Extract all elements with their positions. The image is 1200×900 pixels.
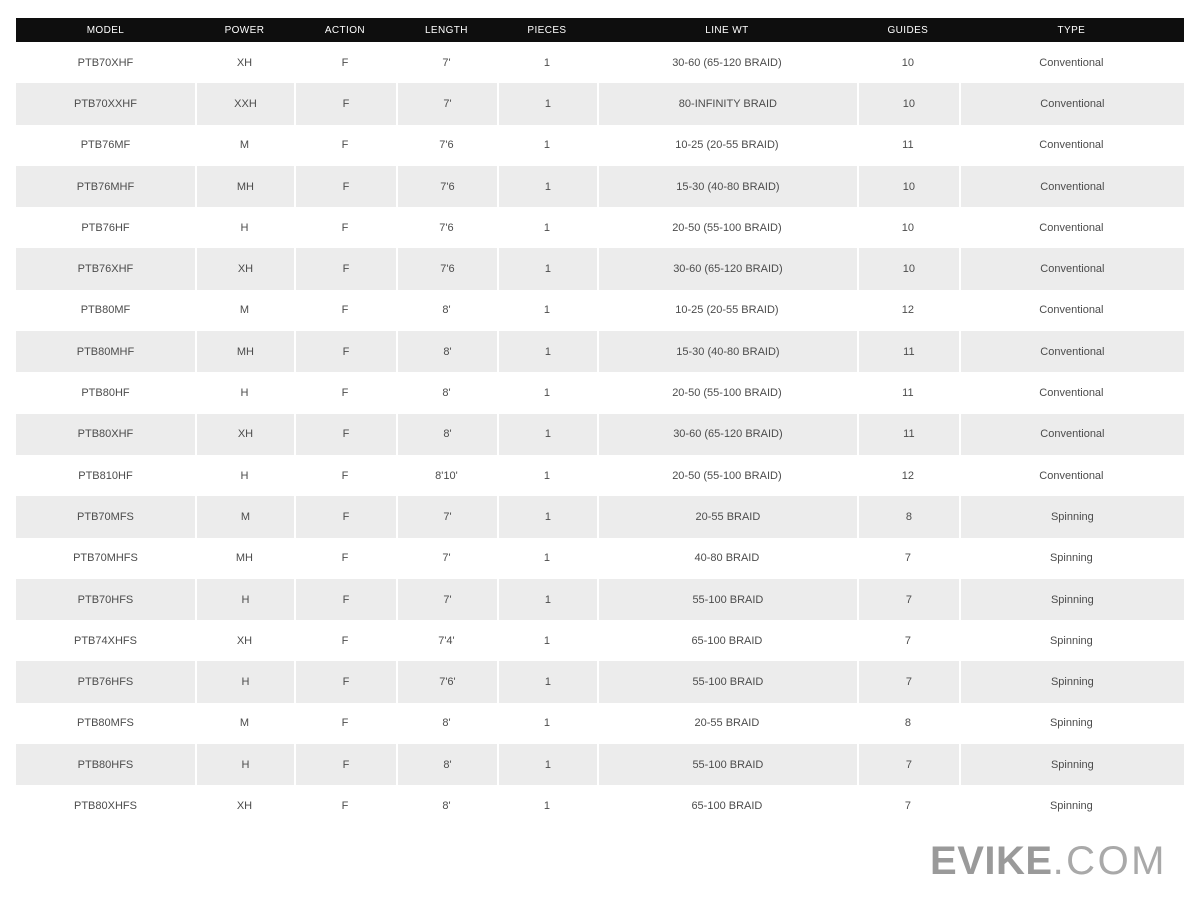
cell-power: XH — [195, 414, 294, 455]
cell-model: PTB70MHFS — [73, 552, 138, 565]
cell-guides: 7 — [857, 661, 959, 702]
table-row — [16, 744, 1184, 785]
cell-guides: 11 — [857, 414, 959, 455]
cell-action: F — [294, 661, 396, 702]
cell-length: 8'10' — [435, 469, 458, 482]
cell-action: F — [294, 579, 396, 620]
cell-model: PTB70XHF — [77, 56, 134, 69]
table-row — [16, 703, 1184, 744]
table-row — [16, 620, 1184, 661]
cell-model: PTB80XHF — [16, 414, 195, 455]
cell-guides: 11 — [902, 387, 914, 400]
table-body — [16, 42, 1184, 827]
cell-guides: 10 — [857, 83, 959, 124]
cell-power: H — [240, 387, 249, 400]
cell-pieces: 1 — [543, 304, 550, 317]
cell-type: Conventional — [959, 83, 1184, 124]
cell-line_wt: 20-50 (55-100 BRAID) — [672, 387, 782, 400]
table-row — [16, 125, 1184, 166]
cell-guides: 10 — [857, 248, 959, 289]
cell-guides: 7 — [904, 799, 911, 812]
cell-length: 8' — [442, 387, 451, 400]
cell-model: PTB76HF — [81, 221, 130, 234]
cell-guides: 12 — [901, 304, 914, 317]
cell-length: 7'6' — [396, 661, 497, 702]
cell-type: Conventional — [1039, 387, 1104, 400]
cell-action: F — [341, 799, 349, 812]
cell-type: Spinning — [959, 579, 1184, 620]
cell-length: 8' — [442, 799, 451, 812]
cell-line_wt: 20-55 BRAID — [597, 496, 857, 537]
cell-guides: 12 — [901, 469, 914, 482]
cell-line_wt: 30-60 (65-120 BRAID) — [597, 414, 857, 455]
cell-model: PTB70MFS — [16, 496, 195, 537]
table-row — [16, 290, 1184, 331]
table-row — [16, 166, 1184, 207]
cell-length: 7' — [442, 56, 451, 69]
cell-length: 7' — [396, 496, 497, 537]
cell-pieces: 1 — [497, 83, 597, 124]
evike-logo — [930, 841, 1167, 881]
table-row — [16, 661, 1184, 702]
cell-type: Conventional — [1039, 221, 1104, 234]
cell-model: PTB810HF — [78, 469, 133, 482]
table-row — [16, 579, 1184, 620]
cell-power: M — [195, 496, 294, 537]
cell-line_wt: 20-50 (55-100 BRAID) — [672, 469, 782, 482]
cell-power: XH — [236, 56, 253, 69]
cell-model: PTB80MF — [80, 304, 131, 317]
cell-power: M — [239, 139, 250, 152]
table-row — [16, 42, 1184, 83]
cell-action: F — [341, 304, 349, 317]
cell-pieces: 1 — [543, 634, 550, 647]
cell-pieces: 1 — [543, 552, 550, 565]
cell-model: PTB74XHFS — [73, 634, 137, 647]
cell-line_wt: 30-60 (65-120 BRAID) — [672, 56, 782, 69]
cell-model: PTB70XXHF — [16, 83, 195, 124]
cell-action: F — [294, 414, 396, 455]
cell-power: XH — [236, 799, 253, 812]
cell-pieces: 1 — [497, 331, 597, 372]
cell-pieces: 1 — [543, 221, 550, 234]
cell-pieces: 1 — [497, 661, 597, 702]
cell-line_wt: 10-25 (20-55 BRAID) — [675, 139, 779, 152]
cell-power: H — [240, 469, 249, 482]
table-row — [16, 331, 1184, 372]
cell-action: F — [341, 634, 349, 647]
cell-power: MH — [195, 331, 294, 372]
cell-pieces: 1 — [543, 139, 550, 152]
cell-type: Conventional — [1039, 469, 1104, 482]
cell-power: H — [240, 221, 249, 234]
cell-length: 7'6 — [439, 139, 454, 152]
cell-pieces: 1 — [543, 717, 550, 730]
cell-action: F — [341, 717, 349, 730]
cell-guides: 8 — [904, 717, 911, 730]
cell-guides: 10 — [901, 221, 914, 234]
cell-length: 7'6 — [396, 166, 497, 207]
cell-power: XH — [236, 634, 253, 647]
cell-power: H — [195, 579, 294, 620]
cell-model: PTB76MHF — [16, 166, 195, 207]
cell-type: Conventional — [1039, 56, 1104, 69]
cell-type: Conventional — [959, 166, 1184, 207]
cell-action: F — [294, 744, 396, 785]
table-row — [16, 785, 1184, 826]
cell-action: F — [294, 496, 396, 537]
cell-guides: 7 — [857, 579, 959, 620]
cell-type: Spinning — [1049, 799, 1093, 812]
table-row — [16, 538, 1184, 579]
cell-line_wt: 15-30 (40-80 BRAID) — [597, 166, 857, 207]
cell-line_wt: 65-100 BRAID — [691, 799, 763, 812]
cell-pieces: 1 — [497, 166, 597, 207]
cell-model: PTB80MHF — [16, 331, 195, 372]
cell-guides: 11 — [857, 331, 959, 372]
cell-guides: 10 — [857, 166, 959, 207]
cell-length: 7'6 — [439, 221, 454, 234]
cell-action: F — [341, 221, 349, 234]
cell-pieces: 1 — [543, 469, 550, 482]
cell-guides: 7 — [904, 552, 911, 565]
cell-type: Conventional — [959, 414, 1184, 455]
table-row — [16, 414, 1184, 455]
cell-model: PTB80HF — [81, 387, 130, 400]
cell-power: H — [195, 744, 294, 785]
table-row — [16, 496, 1184, 537]
column-header-pieces: PIECES — [527, 24, 567, 36]
cell-model: PTB80XHFS — [73, 799, 137, 812]
cell-model: PTB76MF — [80, 139, 131, 152]
cell-length: 8' — [442, 304, 451, 317]
cell-action: F — [294, 166, 396, 207]
cell-type: Conventional — [959, 331, 1184, 372]
column-header-model: MODEL — [86, 24, 125, 36]
cell-action: F — [341, 139, 349, 152]
cell-pieces: 1 — [497, 579, 597, 620]
table-row — [16, 248, 1184, 289]
cell-model: PTB76HFS — [16, 661, 195, 702]
cell-length: 7' — [396, 83, 497, 124]
cell-action: F — [294, 248, 396, 289]
cell-length: 7'4' — [438, 634, 455, 647]
cell-line_wt: 55-100 BRAID — [597, 579, 857, 620]
cell-type: Spinning — [1049, 552, 1093, 565]
cell-pieces: 1 — [497, 414, 597, 455]
cell-line_wt: 55-100 BRAID — [597, 744, 857, 785]
cell-line_wt: 20-55 BRAID — [694, 717, 760, 730]
cell-model: PTB70HFS — [16, 579, 195, 620]
evike-logo-wordmark: EVIKE — [930, 839, 1053, 883]
table-header-row — [16, 18, 1184, 42]
cell-power: XH — [195, 248, 294, 289]
cell-guides: 10 — [901, 56, 914, 69]
column-header-guides: GUIDES — [887, 24, 929, 36]
cell-action: F — [341, 552, 349, 565]
cell-pieces: 1 — [543, 799, 550, 812]
cell-type: Spinning — [959, 661, 1184, 702]
cell-type: Conventional — [1039, 139, 1104, 152]
cell-line_wt: 30-60 (65-120 BRAID) — [597, 248, 857, 289]
cell-pieces: 1 — [497, 744, 597, 785]
cell-length: 7' — [442, 552, 451, 565]
cell-action: F — [294, 83, 396, 124]
cell-power: M — [239, 717, 250, 730]
cell-guides: 11 — [902, 139, 914, 152]
table-row — [16, 372, 1184, 413]
cell-power: XXH — [195, 83, 294, 124]
cell-length: 7'6 — [396, 248, 497, 289]
cell-pieces: 1 — [497, 248, 597, 289]
table-row — [16, 83, 1184, 124]
cell-type: Spinning — [959, 496, 1184, 537]
cell-action: F — [341, 56, 349, 69]
cell-power: MH — [235, 552, 253, 565]
column-header-line_wt: LINE WT — [705, 24, 749, 36]
evike-logo-com-suffix: .COM — [1052, 839, 1167, 883]
cell-model: PTB80HFS — [16, 744, 195, 785]
cell-model: PTB76XHF — [16, 248, 195, 289]
column-header-action: ACTION — [324, 24, 366, 36]
cell-line_wt: 15-30 (40-80 BRAID) — [597, 331, 857, 372]
rod-spec-table — [16, 18, 1184, 827]
cell-type: Spinning — [1049, 634, 1093, 647]
table-row — [16, 207, 1184, 248]
cell-guides: 7 — [904, 634, 911, 647]
cell-line_wt: 55-100 BRAID — [597, 661, 857, 702]
cell-length: 8' — [396, 331, 497, 372]
cell-power: H — [195, 661, 294, 702]
cell-guides: 7 — [857, 744, 959, 785]
cell-type: Spinning — [1049, 717, 1093, 730]
cell-line_wt: 80-INFINITY BRAID — [597, 83, 857, 124]
cell-line_wt: 10-25 (20-55 BRAID) — [675, 304, 779, 317]
cell-type: Conventional — [1039, 304, 1104, 317]
cell-power: MH — [195, 166, 294, 207]
cell-pieces: 1 — [497, 496, 597, 537]
table-row — [16, 455, 1184, 496]
cell-type: Spinning — [959, 744, 1184, 785]
column-header-type: TYPE — [1057, 24, 1086, 36]
column-header-length: LENGTH — [424, 24, 468, 36]
cell-guides: 8 — [857, 496, 959, 537]
column-header-power: POWER — [224, 24, 265, 36]
cell-line_wt: 20-50 (55-100 BRAID) — [672, 221, 782, 234]
cell-length: 8' — [396, 414, 497, 455]
cell-power: M — [239, 304, 250, 317]
cell-action: F — [294, 331, 396, 372]
cell-length: 8' — [396, 744, 497, 785]
cell-line_wt: 40-80 BRAID — [694, 552, 760, 565]
cell-length: 8' — [442, 717, 451, 730]
cell-action: F — [341, 469, 349, 482]
cell-line_wt: 65-100 BRAID — [691, 634, 763, 647]
cell-length: 7' — [396, 579, 497, 620]
cell-action: F — [341, 387, 349, 400]
cell-pieces: 1 — [543, 387, 550, 400]
cell-pieces: 1 — [543, 56, 550, 69]
cell-model: PTB80MFS — [77, 717, 134, 730]
cell-type: Conventional — [959, 248, 1184, 289]
